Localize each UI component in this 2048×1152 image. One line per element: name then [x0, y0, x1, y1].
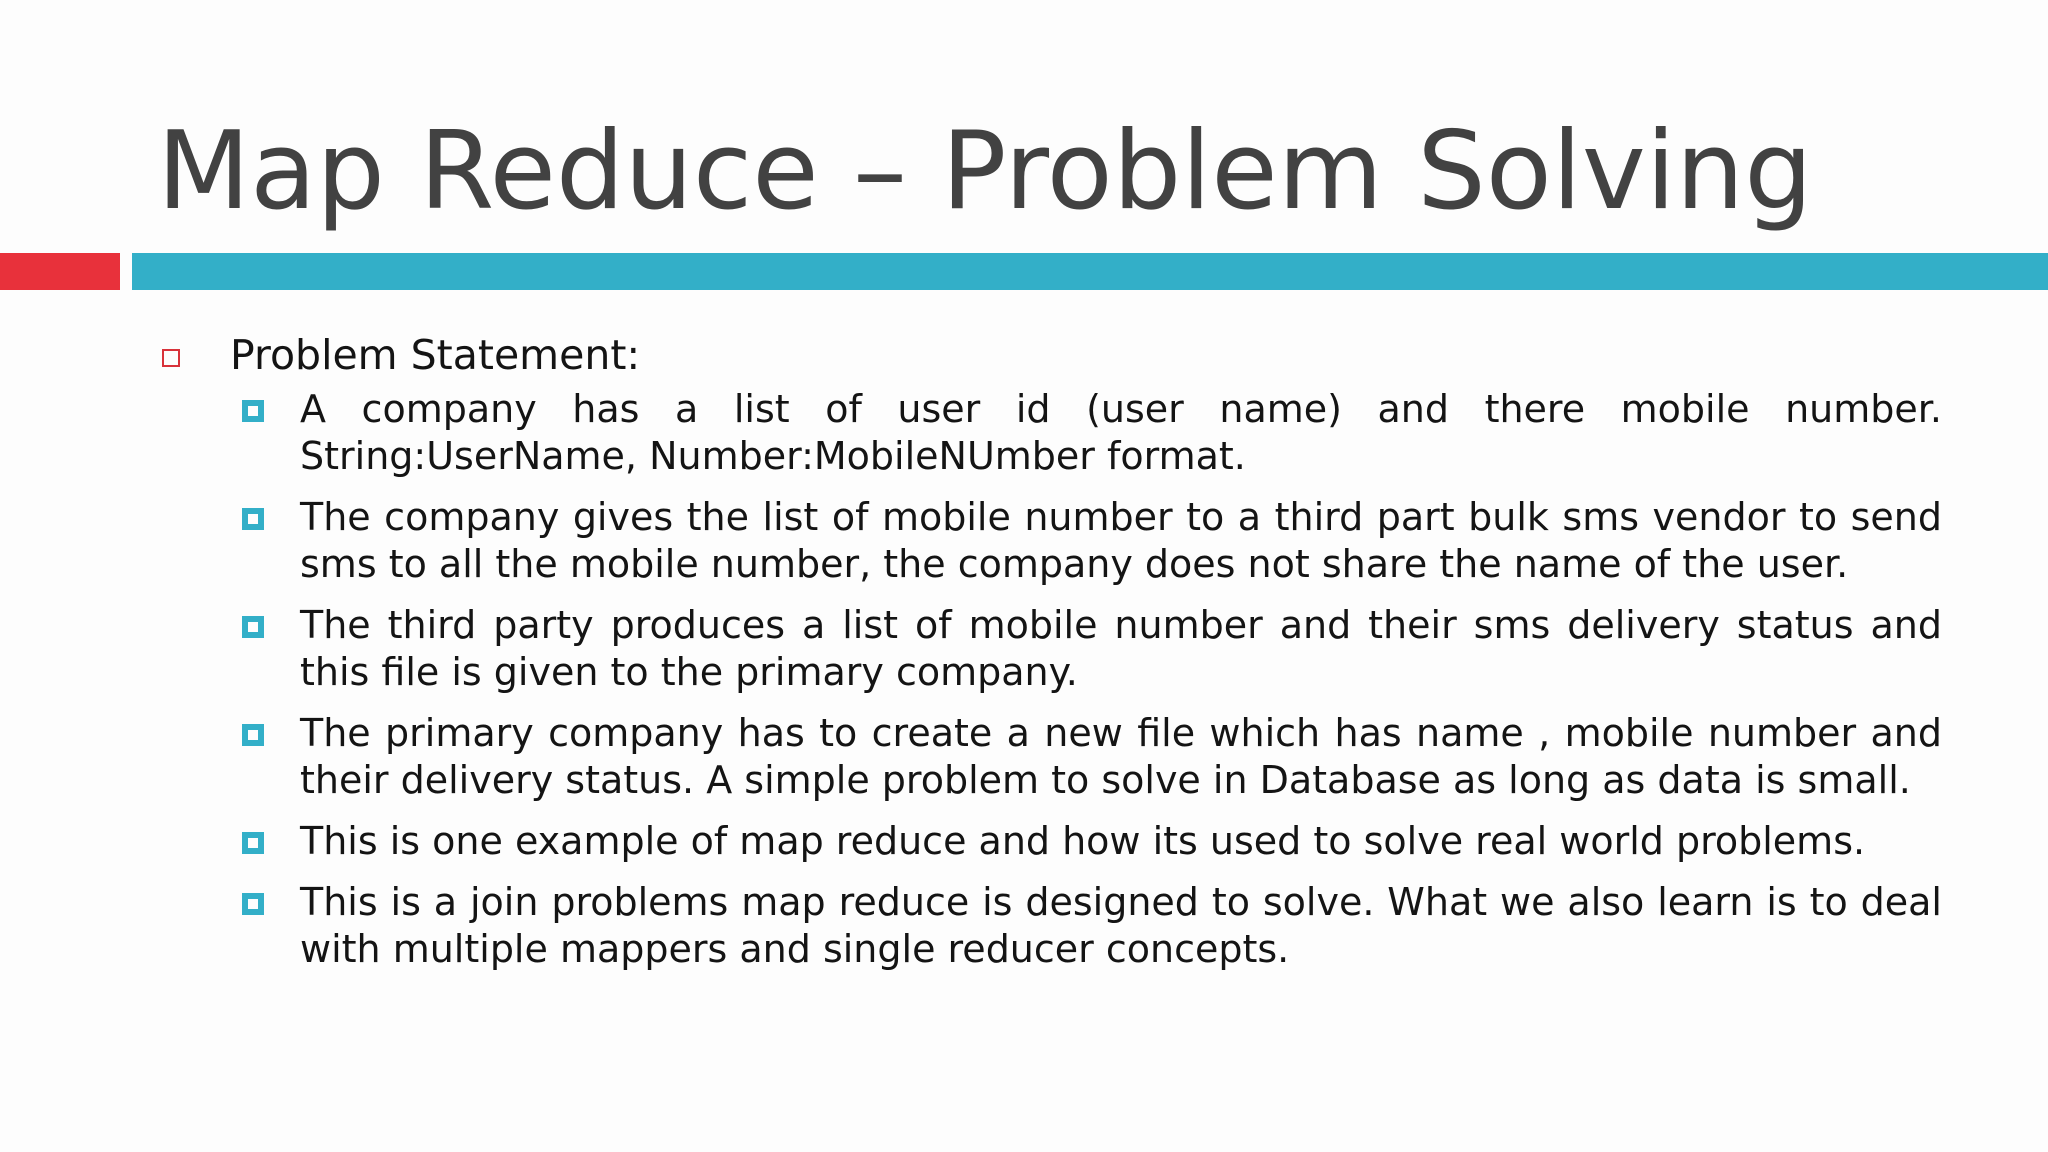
- point-text: This is a join problems map reduce is designed to solve. What we also learn is to deal with multiple mappers and single reducer concepts.: [300, 880, 1942, 971]
- square-bullet-icon: [242, 616, 264, 638]
- point-text: The primary company has to create a new file which has name , mobile number and their delivery status. A simple problem to solve in Database as long as data is small.: [300, 711, 1942, 802]
- square-bullet-icon: [242, 400, 264, 422]
- point-text: The company gives the list of mobile number to a third part bulk sms vendor to send sms to all the mobile number, the company does not share the name of the user.: [300, 495, 1942, 586]
- square-bullet-icon: [242, 724, 264, 746]
- square-bullet-icon: [242, 832, 264, 854]
- point-text: A company has a list of user id (user name) and there mobile number. String:UserName, Number:MobileNUmber format.: [300, 387, 1942, 478]
- point-text: This is one example of map reduce and how its used to solve real world problems.: [300, 819, 1866, 863]
- section-heading-item: [158, 330, 1942, 380]
- list-item: [158, 710, 1942, 804]
- problem-points-list: [158, 386, 1942, 973]
- square-bullet-icon: [242, 893, 264, 915]
- list-item: [158, 602, 1942, 696]
- list-item: [158, 879, 1942, 973]
- section-heading: Problem Statement:: [230, 331, 641, 379]
- list-item: [158, 818, 1942, 865]
- list-item: [158, 494, 1942, 588]
- slide-title: Map Reduce – Problem Solving: [157, 109, 1813, 234]
- title-accent-bar-red: [0, 253, 120, 290]
- slide-content: [158, 330, 1942, 987]
- square-bullet-icon: [242, 508, 264, 530]
- list-item: [158, 386, 1942, 480]
- hollow-square-bullet-icon: [162, 349, 180, 367]
- point-text: The third party produces a list of mobile number and their sms delivery status and this file is given to the primary company.: [300, 603, 1942, 694]
- title-accent-bar-teal: [132, 253, 2048, 290]
